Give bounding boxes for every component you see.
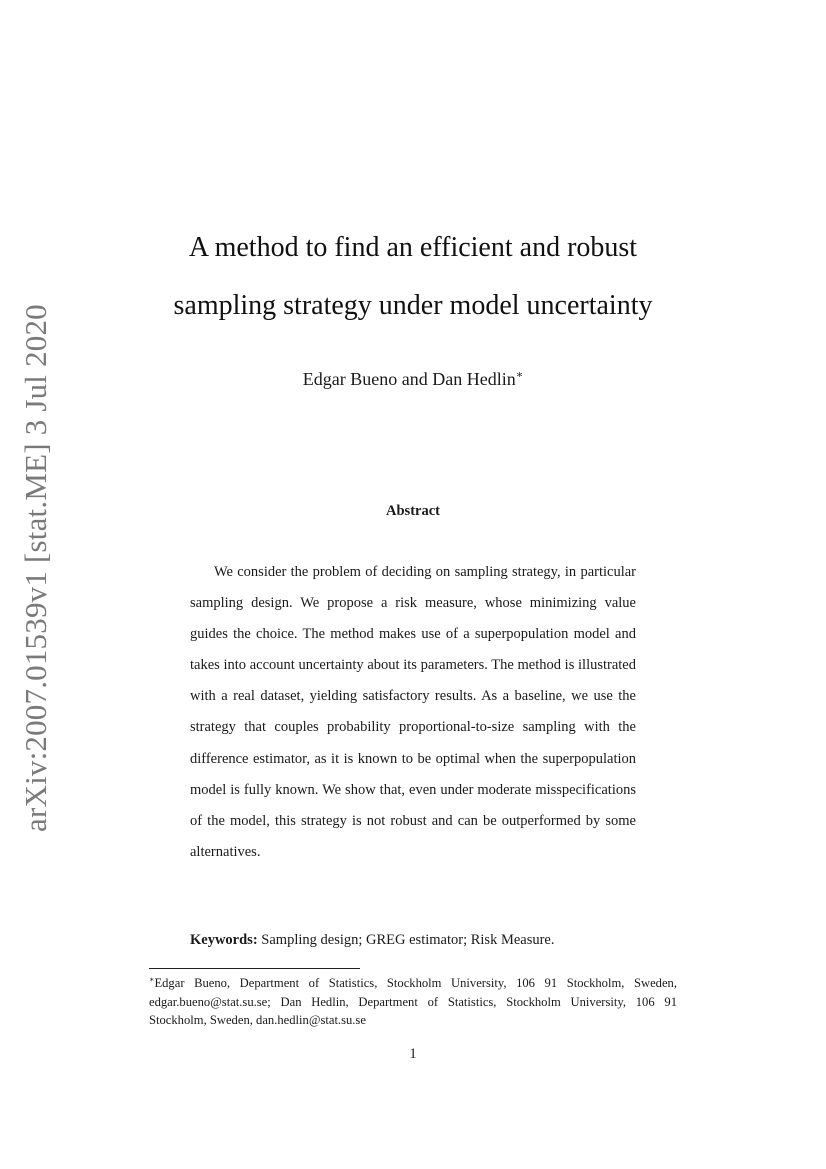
keywords-label: Keywords: [190,932,258,948]
abstract-heading: Abstract [386,503,440,519]
page-number: 1 [409,1046,417,1062]
author-affiliation-footnote [149,971,677,1030]
abstract-body: We consider the problem of deciding on sampling strategy, in particular sampling design. We propose a risk measure, whose minimizing value guides the choice. The method makes use of a superpopulation model and takes into account uncertainty about its parameters. The method is illustrated with a real dataset, yielding satisfactory results. As a baseline, we use the strategy that couples probability proportional-to-size sampling with the difference estimator, as it is known to be optimal when the superpopulation model is fully known. We show that, even under moderate misspecifications of the model, this strategy is not robust and can be outperformed by some alternatives. [190,564,636,860]
keywords-text: Sampling design; GREG estimator; Risk Measure. [261,932,555,948]
footnote-divider [149,968,360,969]
paper-title-line-1: A method to find an efficient and robust [188,232,638,263]
author-footnote-mark[interactable]: ∗ [515,369,524,381]
footnote-mark: ∗ [149,975,155,984]
paper-title-line-2: sampling strategy under model uncertainty [173,290,653,321]
footnote-text: Edgar Bueno, Department of Statistics, Stockholm University, 106 91 Stockholm, Sweden, edgar.bueno@stat.su.se; Dan Hedlin, Department of Statistics, Stockholm University, 106 91 Stockholm, Sweden, dan.hedlin@stat.su.se [149,976,677,1028]
author-names: Edgar Bueno and Dan Hedlin [302,369,516,389]
arxiv-identifier-stamp: arXiv:2007.01539v1 [stat.ME] 3 Jul 2020 [18,304,53,832]
keywords-line [190,932,650,949]
author-line [0,368,826,390]
